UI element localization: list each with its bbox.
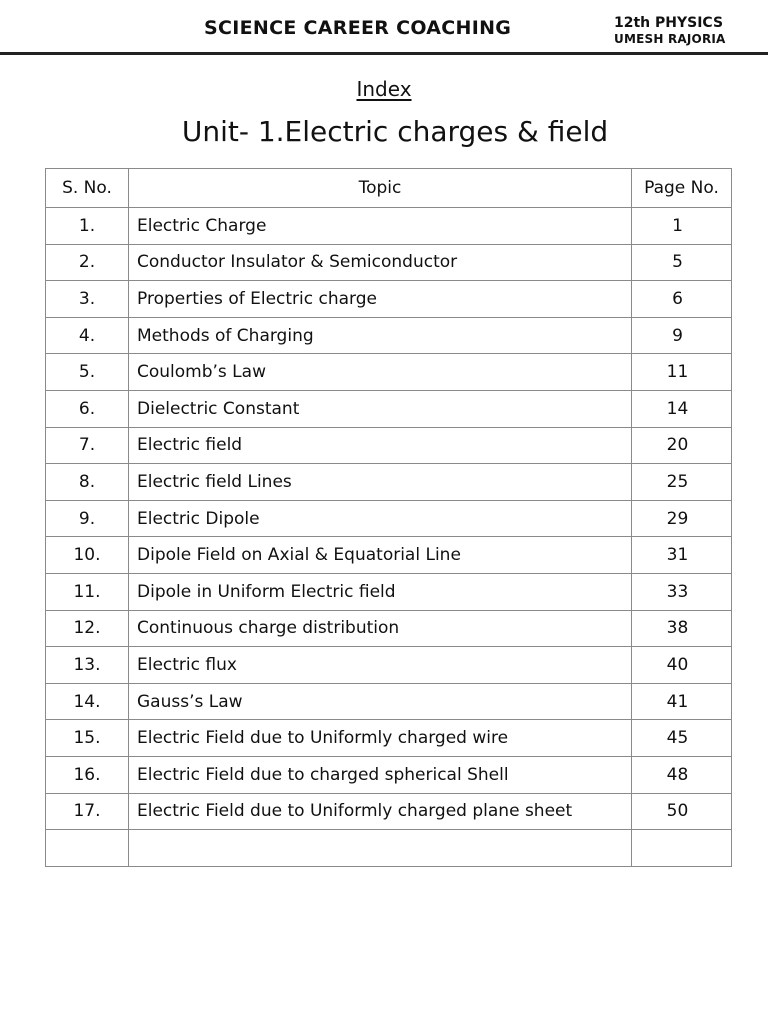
row-sno: 5. bbox=[46, 354, 129, 391]
table-row bbox=[46, 647, 732, 684]
row-sno: 9. bbox=[46, 500, 129, 537]
row-topic: Electric Field due to Uniformly charged plane sheet bbox=[129, 793, 632, 830]
page-header bbox=[0, 0, 768, 56]
row-topic: Methods of Charging bbox=[129, 317, 632, 354]
row-page-number: 50 bbox=[632, 793, 732, 830]
table-row bbox=[46, 317, 732, 354]
index-heading: Index bbox=[356, 77, 412, 101]
row-sno: 13. bbox=[46, 647, 129, 684]
row-page-number: 1 bbox=[632, 208, 732, 245]
table-row bbox=[46, 500, 732, 537]
row-page-number: 20 bbox=[632, 427, 732, 464]
row-sno: 4. bbox=[46, 317, 129, 354]
row-page-number: 6 bbox=[632, 281, 732, 318]
column-header-page: Page No. bbox=[632, 169, 732, 208]
table-row bbox=[46, 756, 732, 793]
table-row bbox=[46, 390, 732, 427]
subject-label: 12th PHYSICS bbox=[614, 15, 724, 31]
row-page-number bbox=[632, 830, 732, 867]
table-row bbox=[46, 244, 732, 281]
row-topic: Properties of Electric charge bbox=[129, 281, 632, 318]
row-topic: Electric Charge bbox=[129, 208, 632, 245]
table-row bbox=[46, 537, 732, 574]
row-sno: 14. bbox=[46, 683, 129, 720]
row-page-number: 9 bbox=[632, 317, 732, 354]
row-topic: Conductor Insulator & Semiconductor bbox=[129, 244, 632, 281]
row-topic: Dipole Field on Axial & Equatorial Line bbox=[129, 537, 632, 574]
row-sno: 3. bbox=[46, 281, 129, 318]
unit-title: Unit- 1.Electric charges & field bbox=[181, 115, 609, 148]
row-sno: 2. bbox=[46, 244, 129, 281]
row-topic: Electric Field due to Uniformly charged wire bbox=[129, 720, 632, 757]
author-label: UMESH RAJORIA bbox=[614, 32, 726, 46]
row-topic: Electric field Lines bbox=[129, 464, 632, 501]
table-row bbox=[46, 208, 732, 245]
table-body bbox=[46, 208, 732, 867]
row-topic: Dielectric Constant bbox=[129, 390, 632, 427]
table-row bbox=[46, 281, 732, 318]
row-sno bbox=[46, 830, 129, 867]
row-topic: Gauss’s Law bbox=[129, 683, 632, 720]
header-divider bbox=[0, 52, 768, 55]
row-page-number: 45 bbox=[632, 720, 732, 757]
column-header-sno: S. No. bbox=[46, 169, 129, 208]
row-page-number: 33 bbox=[632, 573, 732, 610]
row-sno: 17. bbox=[46, 793, 129, 830]
row-sno: 15. bbox=[46, 720, 129, 757]
table-row bbox=[46, 427, 732, 464]
row-page-number: 29 bbox=[632, 500, 732, 537]
row-sno: 11. bbox=[46, 573, 129, 610]
index-table bbox=[45, 168, 732, 867]
brand-title: SCIENCE CAREER COACHING bbox=[204, 17, 512, 39]
row-page-number: 48 bbox=[632, 756, 732, 793]
row-sno: 8. bbox=[46, 464, 129, 501]
table-row bbox=[46, 683, 732, 720]
row-topic: Coulomb’s Law bbox=[129, 354, 632, 391]
row-sno: 6. bbox=[46, 390, 129, 427]
table-row bbox=[46, 830, 732, 867]
row-topic: Continuous charge distribution bbox=[129, 610, 632, 647]
row-topic: Electric flux bbox=[129, 647, 632, 684]
row-page-number: 25 bbox=[632, 464, 732, 501]
row-page-number: 40 bbox=[632, 647, 732, 684]
row-page-number: 38 bbox=[632, 610, 732, 647]
row-sno: 16. bbox=[46, 756, 129, 793]
table-row bbox=[46, 793, 732, 830]
row-page-number: 14 bbox=[632, 390, 732, 427]
row-sno: 1. bbox=[46, 208, 129, 245]
header-right-block bbox=[614, 15, 726, 47]
column-header-topic: Topic bbox=[129, 169, 632, 208]
row-topic: Dipole in Uniform Electric field bbox=[129, 573, 632, 610]
row-topic: Electric Field due to charged spherical Shell bbox=[129, 756, 632, 793]
row-page-number: 41 bbox=[632, 683, 732, 720]
table-row bbox=[46, 720, 732, 757]
row-sno: 12. bbox=[46, 610, 129, 647]
row-topic: Electric field bbox=[129, 427, 632, 464]
table-header-row bbox=[46, 169, 732, 208]
row-page-number: 11 bbox=[632, 354, 732, 391]
row-sno: 10. bbox=[46, 537, 129, 574]
row-page-number: 5 bbox=[632, 244, 732, 281]
table-row bbox=[46, 354, 732, 391]
table-row bbox=[46, 464, 732, 501]
row-sno: 7. bbox=[46, 427, 129, 464]
table-row bbox=[46, 573, 732, 610]
row-page-number: 31 bbox=[632, 537, 732, 574]
row-topic: Electric Dipole bbox=[129, 500, 632, 537]
row-topic bbox=[129, 830, 632, 867]
table-row bbox=[46, 610, 732, 647]
